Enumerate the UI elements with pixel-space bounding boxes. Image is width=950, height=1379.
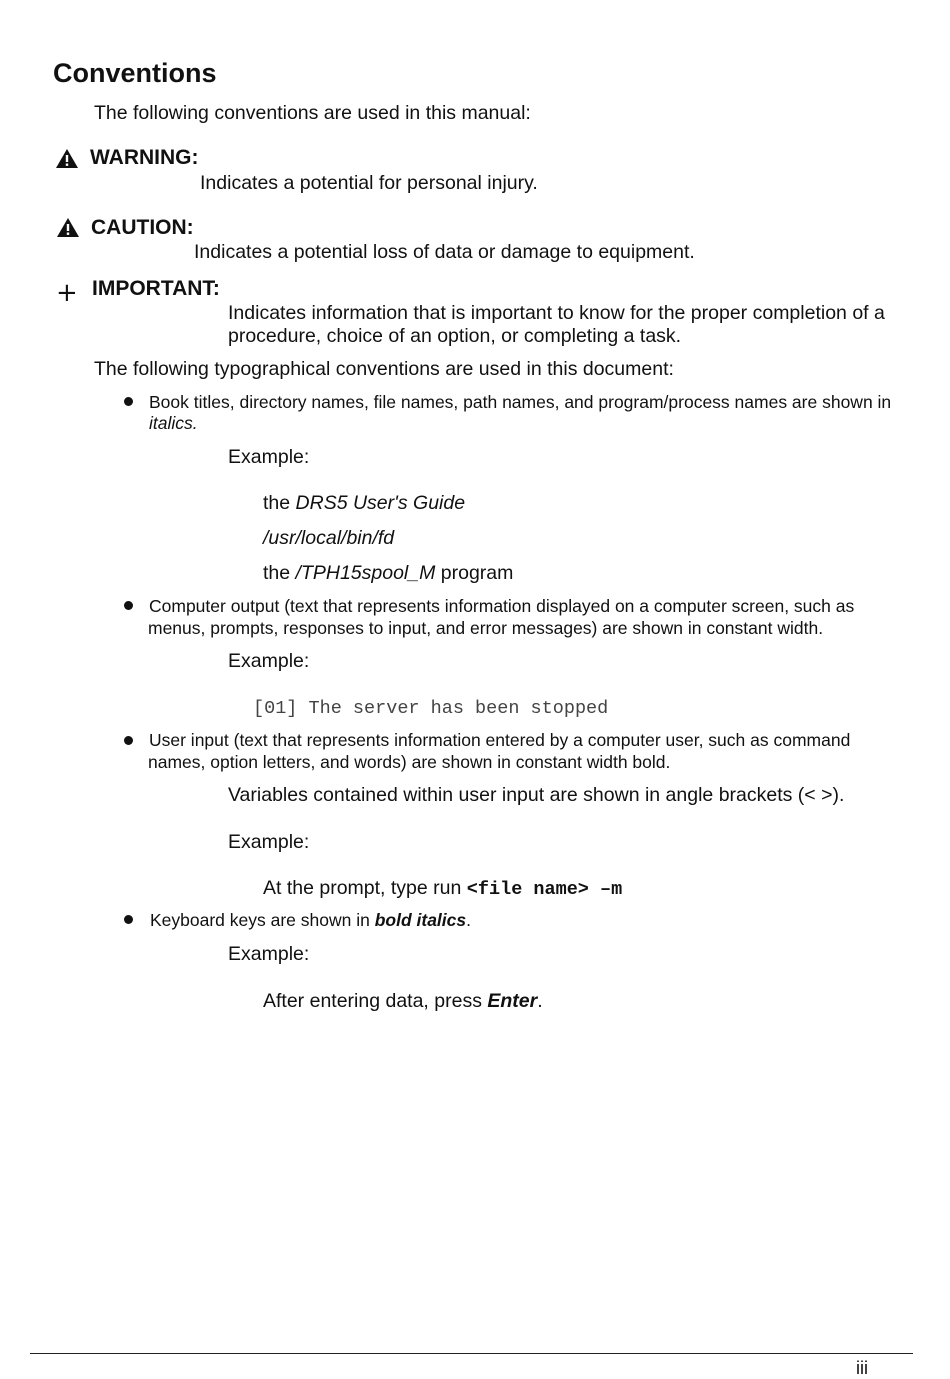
bullet-3-line-1: User input (text that represents information entered by a computer user, such as command [149, 730, 851, 750]
variables-note: Variables contained within user input are shown in angle brackets (< >). [228, 784, 845, 806]
typographical-intro: The following typographical conventions are used in this document: [94, 358, 674, 380]
warning-text: Indicates a potential for personal injury. [200, 172, 538, 194]
computer-output-example: [01] The server has been stopped [253, 698, 609, 719]
bullet-icon [124, 601, 133, 610]
caution-triangle-icon [56, 217, 80, 238]
bullet-1-line-1: Book titles, directory names, file names, path names, and program/process names are shown in [149, 392, 892, 412]
example-label: Example: [228, 650, 310, 672]
important-text-line-2: procedure, choice of an option, or completing a task. [228, 325, 682, 347]
bullet-icon [124, 736, 133, 745]
bullet-2-line-2: menus, prompts, responses to input, and error messages) are shown in constant width. [148, 618, 824, 638]
bullet-4-line: Keyboard keys are shown in bold italics. [150, 910, 471, 930]
important-text-line-1: Indicates information that is important to know for the proper completion of a [228, 302, 885, 324]
page-number: iii [856, 1358, 868, 1378]
bullet-icon [124, 915, 133, 924]
warning-triangle-icon [55, 148, 79, 169]
user-input-example: At the prompt, type run <file name> –m [263, 877, 623, 900]
footer-rule [30, 1353, 913, 1354]
bullet-2-line-1: Computer output (text that represents information displayed on a computer screen, such as [149, 596, 855, 616]
bullet-3-line-2: names, option letters, and words) are shown in constant width bold. [148, 752, 671, 772]
important-label: IMPORTANT: [92, 277, 220, 300]
page-title: Conventions [53, 58, 217, 88]
example-program: the /TPH15spool_M program [263, 562, 514, 584]
example-label: Example: [228, 446, 310, 468]
warning-label: WARNING: [90, 146, 199, 169]
example-label: Example: [228, 831, 310, 853]
bullet-1-line-2: italics. [149, 413, 198, 433]
example-book-title: the DRS5 User's Guide [263, 492, 466, 514]
intro-text: The following conventions are used in this manual: [94, 102, 531, 124]
example-path: /usr/local/bin/fd [263, 527, 395, 549]
example-label: Example: [228, 943, 310, 965]
bullet-icon [124, 397, 133, 406]
caution-label: CAUTION: [91, 216, 194, 239]
keyboard-key-example: After entering data, press Enter. [263, 990, 543, 1012]
plus-icon: + [56, 278, 78, 308]
caution-text: Indicates a potential loss of data or damage to equipment. [194, 241, 695, 263]
